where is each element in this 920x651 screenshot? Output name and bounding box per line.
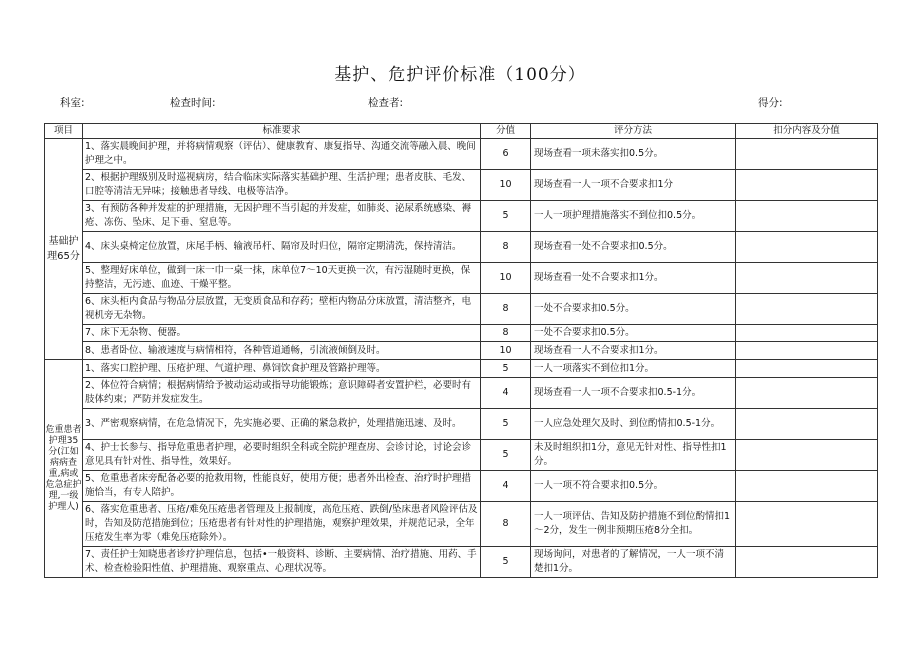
- method-cell: 一人一项落实不到位扣1分。: [531, 360, 736, 378]
- standard-cell: 6、床头柜内食品与物品分层放置，无变质食品和存药；壁柜内物品分床放置，清洁整齐，电视机旁无杂物。: [83, 294, 481, 325]
- score-cell: 5: [481, 201, 531, 232]
- score-cell: 4: [481, 471, 531, 502]
- table-row: [45, 440, 878, 471]
- deduction-cell[interactable]: [736, 502, 878, 547]
- table-row: [45, 139, 878, 170]
- table-row: [45, 170, 878, 201]
- deduction-cell[interactable]: [736, 294, 878, 325]
- standard-cell: 4、护士长参与、指导危重患者护理，必要时组织全科或全院护理查房、会诊讨论，讨论会诊意见具有针对性、指导性，效果好。: [83, 440, 481, 471]
- table-row: [45, 325, 878, 342]
- table-row: [45, 232, 878, 263]
- score-cell: 5: [481, 409, 531, 440]
- score-label: 得分:: [758, 97, 783, 109]
- table-row: [45, 263, 878, 294]
- table-row: [45, 201, 878, 232]
- standard-cell: 2、体位符合病情；根据病情给予被动运动或指导功能锻炼；意识障碍者安置护栏，必要时有肢体约束；严防并发症发生。: [83, 378, 481, 409]
- deduction-cell[interactable]: [736, 201, 878, 232]
- standard-cell: 7、床下无杂物、便器。: [83, 325, 481, 342]
- score-cell: 10: [481, 263, 531, 294]
- table-row: [45, 294, 878, 325]
- method-cell: 现场查看一处不合要求扣1分。: [531, 263, 736, 294]
- deduction-cell[interactable]: [736, 409, 878, 440]
- evaluation-table: [44, 123, 878, 578]
- standard-cell: 1、落实口腔护理、压疮护理、气道护理、鼻饲饮食护理及管路护理等。: [83, 360, 481, 378]
- method-cell: 一人一项评估、告知及防护措施不到位酌情扣1～2分，发生一例非预期压疮8分全扣。: [531, 502, 736, 547]
- deduction-cell[interactable]: [736, 360, 878, 378]
- document-title: 基护、危护评价标准（100分）: [334, 65, 586, 85]
- deduction-cell[interactable]: [736, 471, 878, 502]
- table-row: [45, 502, 878, 547]
- header-item: 项目: [45, 124, 83, 139]
- standard-cell: 3、严密观察病情，在危急情况下，先实施必要、正确的紧急救护，处理措施迅速、及时。: [83, 409, 481, 440]
- standard-cell: 3、有预防各种并发症的护理措施，无因护理不当引起的并发症，如肺炎、泌尿系统感染、褥疮、冻伤、坠床、足下垂、窒息等。: [83, 201, 481, 232]
- category-cell: 基础护理65分: [45, 139, 83, 360]
- score-cell: 8: [481, 232, 531, 263]
- header-score: 分值: [481, 124, 531, 139]
- method-cell: 一处不合要求扣0.5分。: [531, 294, 736, 325]
- table-row: [45, 547, 878, 578]
- table-row: [45, 409, 878, 440]
- method-cell: 现场查看一人一项不合要求扣1分: [531, 170, 736, 201]
- standard-cell: 4、床头桌椅定位放置，床尾手柄、输液吊杆、隔帘及时归位，隔帘定期清洗，保持清洁。: [83, 232, 481, 263]
- deduction-cell[interactable]: [736, 325, 878, 342]
- method-cell: 一处不合要求扣0.5分。: [531, 325, 736, 342]
- method-cell: 现场查看一项未落实扣0.5分。: [531, 139, 736, 170]
- method-cell: 现场查看一处不合要求扣0.5分。: [531, 232, 736, 263]
- deduction-cell[interactable]: [736, 378, 878, 409]
- score-cell: 8: [481, 294, 531, 325]
- deduction-cell[interactable]: [736, 139, 878, 170]
- deduction-cell[interactable]: [736, 342, 878, 360]
- deduction-cell[interactable]: [736, 263, 878, 294]
- header-method: 评分方法: [531, 124, 736, 139]
- score-cell: 8: [481, 502, 531, 547]
- score-cell: 10: [481, 342, 531, 360]
- standard-cell: 5、整理好床单位，做到一床一巾一桌一抹，床单位7～10天更换一次，有污湿随时更换，保持整洁，无污迹、血迹、干燥平整。: [83, 263, 481, 294]
- deduction-cell[interactable]: [736, 547, 878, 578]
- standard-cell: 7、责任护士知晓患者诊疗护理信息，包括•一般资料、诊断、主要病情、治疗措施、用药、手术、检查检验阳性值、护理措施、观察重点、心理状况等。: [83, 547, 481, 578]
- header-deduction: 扣分内容及分值: [736, 124, 878, 139]
- method-cell: 现场询问，对患者的了解情况，一人一项不清楚扣1分。: [531, 547, 736, 578]
- table-row: [45, 342, 878, 360]
- standard-cell: 1、落实晨晚间护理，并将病情观察（评估）、健康教育、康复指导、沟通交流等融入晨、晚间护理之中。: [83, 139, 481, 170]
- deduction-cell[interactable]: [736, 232, 878, 263]
- score-cell: 4: [481, 378, 531, 409]
- standard-cell: 2、根据护理级别及时巡视病房，结合临床实际落实基础护理、生活护理；患者皮肤、毛发、口腔等清洁无异味；接触患者导线、电极等洁净。: [83, 170, 481, 201]
- department-label: 科室:: [60, 97, 85, 109]
- method-cell: 未及时组织扣1分，意见无针对性、指导性扣1分。: [531, 440, 736, 471]
- deduction-cell[interactable]: [736, 440, 878, 471]
- table-row: [45, 471, 878, 502]
- score-cell: 5: [481, 547, 531, 578]
- score-cell: 10: [481, 170, 531, 201]
- standard-cell: 8、患者卧位、输液速度与病情相符，各种管道通畅，引流液倾倒及时。: [83, 342, 481, 360]
- table-row: [45, 378, 878, 409]
- method-cell: 一人一项护理措施落实不到位扣0.5分。: [531, 201, 736, 232]
- category-cell: 危重患者护理35分(江如病病查重,病或危急症护理,一级护理人): [45, 360, 83, 578]
- deduction-cell[interactable]: [736, 170, 878, 201]
- standard-cell: 5、危重患者床旁配备必要的抢救用物，性能良好，使用方便；患者外出检查、治疗时护理措施恰当，有专人陪护。: [83, 471, 481, 502]
- method-cell: 一人应急处理欠及时、到位酌情扣0.5-1分。: [531, 409, 736, 440]
- inspector-label: 检查者:: [368, 97, 404, 109]
- check-time-label: 检查时间:: [170, 97, 216, 109]
- table-body: [45, 139, 878, 578]
- score-cell: 5: [481, 360, 531, 378]
- score-cell: 5: [481, 440, 531, 471]
- method-cell: 现场查看一人不合要求扣1分。: [531, 342, 736, 360]
- header-standard: 标准要求: [83, 124, 481, 139]
- score-cell: 8: [481, 325, 531, 342]
- standard-cell: 6、落实危重患者、压疮/难免压疮患者管理及上报制度，高危压疮、跌倒/坠床患者风险评估及时，告知及防范措施到位；压疮患者有针对性的护理措施，观察护理效果，并规范记录，全年压疮发生率为零（难免压疮除外）。: [83, 502, 481, 547]
- table-row: [45, 360, 878, 378]
- table-header-row: [45, 124, 878, 139]
- method-cell: 现场查看一人一项不合要求扣0.5-1分。: [531, 378, 736, 409]
- score-cell: 6: [481, 139, 531, 170]
- method-cell: 一人一项不符合要求扣0.5分。: [531, 471, 736, 502]
